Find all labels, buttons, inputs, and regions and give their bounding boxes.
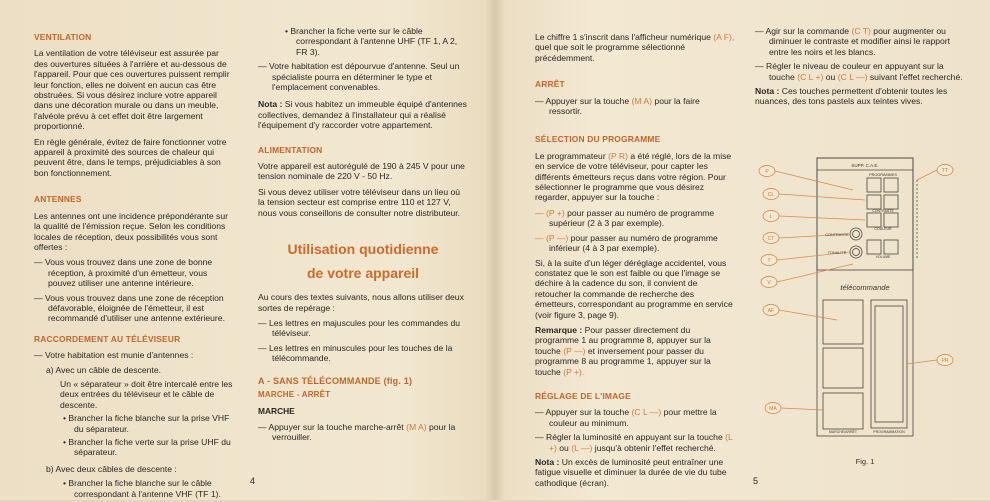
volume-label: VOLUME xyxy=(875,255,891,259)
couleur-dash-a: — Régler le niveau de couleur en appuyant sur la touche xyxy=(755,61,944,82)
utilisation-p1: Au cours des textes suivants, nous allons utiliser deux sortes de repérage : xyxy=(258,292,464,313)
contraste-dash-b: pour augmenter ou diminuer le contraste et modifier ainsi le rapport entre les noirs et les blancs. xyxy=(769,26,951,57)
svg-text:MA: MA xyxy=(769,405,777,412)
selection-key-pr: (P R) xyxy=(608,150,628,161)
left-page xyxy=(0,0,493,500)
arret-dash-b: pour la faire ressortir. xyxy=(549,95,700,117)
antennes-dash-2: — Vous vous trouvez dans une zone de réception défavorable, éloignée de l'émetteur, il est recommandé d'utiliser une antenne extérieure. xyxy=(34,292,225,324)
selection-dash-2: pour passer au numéro de programme inférieur (4 à 3 par exemple). xyxy=(549,232,718,254)
programmation-block xyxy=(871,300,907,428)
raccordement-dash-1: — Votre habitation est munie d'antennes : xyxy=(34,350,194,361)
selection-remark-a: Pour passer directement du programme 1 au programme 8, appuyer sur la touche xyxy=(535,324,711,356)
selection-p1-b: a été réglé, lors de la mise en service de votre téléviseur, pour capter les différents émetteurs reçus dans votre région. Pour sélectionner le programme que vous désirez regarder, appuyer sur la touche : xyxy=(535,150,732,203)
selection-remark-label: Remarque : xyxy=(535,324,583,335)
afficheur-text-a: Le chiffre 1 s'inscrit dans l'afficheur numérique xyxy=(535,32,714,42)
antennes-p1: Les antennes ont une incidence prépondérante sur la qualité de l'émission reçue. Selon les conditions locales de réception, deux possibilités vous sont offertes : xyxy=(34,210,228,252)
selection-dash-1: pour passer au numéro de programme supérieur (2 à 3 par exemple). xyxy=(549,207,715,229)
utilisation-dash-1: — Les lettres en majuscules pour les commandes du téléviseur. xyxy=(258,317,461,339)
contraste-left-label: CONTRASTE xyxy=(825,233,849,237)
button-block-mid xyxy=(823,348,863,388)
contraste-right-label: CONTRASTE xyxy=(872,209,894,213)
alimentation-p2: Si vous devez utiliser votre téléviseur dans un lieu où la tension secteur est comprise entre 110 et 127 V, nous vous conseillons de consulter notre distributeur. xyxy=(258,186,461,218)
couleur-label: COULEUR xyxy=(874,227,892,231)
page-number-left: 4 xyxy=(250,476,256,486)
antennes-dash-1: — Vous vous trouvez dans une zone de bonne réception, à proximité d'un émetteur, vous pouvez utiliser une antenne intérieure. xyxy=(34,257,213,289)
raccordement-b-bullet-2: • Brancher la fiche verte sur le câble correspondant à l'antenne UHF (TF 1, A 2, FR 3). xyxy=(285,26,458,57)
callout-ct xyxy=(763,233,779,244)
antennes-title: ANTENNES xyxy=(34,194,82,205)
marche-arret-subtitle: MARCHE - ARRÊT xyxy=(258,389,331,399)
figure-caption: Fig. 1 xyxy=(855,457,875,466)
reglage-key-l-minus: (L —) xyxy=(571,442,593,453)
couleur-note-label: Nota : xyxy=(755,86,780,97)
figure-tv-control-panel xyxy=(757,150,982,470)
afficheur-text-b: quel que soit le programme sélectionné précédemment. xyxy=(535,42,686,63)
svg-text:P: P xyxy=(765,168,769,175)
couleur-dash-mid: ou xyxy=(823,71,838,82)
reglage-dash-2-a: — Régler la luminosité en appuyant sur la touche xyxy=(535,432,726,443)
marche-arret-block xyxy=(823,393,863,429)
selection-remark-b: et inversement pour passer du programme 8 au programme 1, appuyer sur la touche xyxy=(535,345,711,377)
callout-tt xyxy=(937,165,953,176)
right-column-1 xyxy=(535,32,735,493)
raccordement-case-a: a) Avec un câble de descente. xyxy=(46,364,161,375)
contraste-key-ct: (C T) xyxy=(851,26,871,36)
raccordement-dash-2: — Votre habitation est dépourvue d'antenne. Seul un spécialiste pourra en déterminer le type et l'emplacement convenables. xyxy=(258,61,460,93)
callout-v xyxy=(761,277,777,288)
button-block-top xyxy=(823,300,863,344)
reglage-note-label: Nota : xyxy=(535,457,560,467)
marche-key-ma: (M A) xyxy=(406,421,427,432)
selection-title: SÉLECTION DU PROGRAMME xyxy=(535,134,661,145)
callout-cl xyxy=(763,189,779,200)
left-column-1 xyxy=(34,32,234,502)
callout-p xyxy=(759,166,775,177)
svg-text:CL: CL xyxy=(767,191,775,198)
marche-dash-a: — Appuyer sur la touche marche-arrêt xyxy=(258,421,407,432)
alimentation-p1: Votre appareil est autorégulé de 190 à 245 V pour une tension nominale de 220 V - 50 Hz. xyxy=(258,161,465,182)
svg-text:V: V xyxy=(767,279,771,286)
raccordement-note-label: Nota : xyxy=(258,99,283,110)
raccordement-a-bullet-2: • Brancher la fiche verte sur la prise UHF du séparateur. xyxy=(63,437,231,458)
panel-top-label: SUPP. C.A.E. xyxy=(851,163,879,168)
couleur-key-cl-plus: (C L +) xyxy=(797,71,824,82)
raccordement-b-bullet-1: • Brancher la fiche blanche sur le câble correspondant à l'antenne VHF (TF 1). xyxy=(63,478,221,499)
reglage-key-l-plus: (L +) xyxy=(549,432,733,453)
callout-l xyxy=(763,211,779,222)
sans-telecommande-title: A - SANS TÉLÉCOMMANDE (fig. 1) xyxy=(258,375,413,386)
callout-af xyxy=(763,305,779,316)
tonalite-label: TONALITÉ xyxy=(827,251,847,255)
utilisation-title-1: Utilisation quotidienne xyxy=(287,241,439,258)
ventilation-p1: La ventilation de votre téléviseur est assurée par des ouvertures situées à l'arrière et au-dessous de l'appareil. Pour que ces ouvertures puissent remplir leur fonction, elles ne doivent en aucun cas être obstruées. Si vous désirez inclure votre appareil dans une décoration murale ou dans un meuble, l'alvéole prévu à cet effet doit être largement proportionné. xyxy=(34,48,230,132)
callout-t xyxy=(761,255,777,266)
left-column-2 xyxy=(258,26,468,447)
couleur-dash-b: suivant l'effet recherché. xyxy=(867,71,963,82)
reglage-key-cl-minus: (C L —) xyxy=(631,407,662,418)
marche-arret-label: MARCHE/ARRÊT xyxy=(828,430,858,434)
raccordement-title: RACCORDEMENT AU TÉLÉVISEUR xyxy=(34,333,181,344)
selection-p1-a: Le programmateur xyxy=(535,150,609,161)
reglage-dash-2-b: jusqu'à obtenir l'effet recherché. xyxy=(592,442,716,453)
raccordement-note: Si vous habitez un immeuble équipé d'antennes collectives, demandez à l'installateur qui a réalisé l'équipement d'y raccorder votre appartement. xyxy=(258,99,467,131)
alimentation-title: ALIMENTATION xyxy=(258,144,323,155)
selection-key-p-plus: — (P +) xyxy=(535,207,565,218)
utilisation-title-2: de votre appareil xyxy=(306,265,420,282)
selection-key-p-minus: — (P —) xyxy=(535,232,569,243)
reglage-dash-2-mid: ou xyxy=(556,442,572,453)
reglage-note: Un excès de luminosité peut entraîner une fatigue visuelle et diminuer la durée de vie du tube cathodique (écran). xyxy=(535,457,727,488)
arret-dash-a: — Appuyer sur la touche xyxy=(535,95,632,106)
programmation-label: PROGRAMMATION xyxy=(873,430,905,434)
reglage-dash-1-a: — Appuyer sur la touche xyxy=(535,407,632,418)
ventilation-title: VENTILATION xyxy=(34,32,92,42)
svg-text:T: T xyxy=(767,257,771,264)
right-page xyxy=(497,0,990,500)
raccordement-case-b: b) Avec deux câbles de descente : xyxy=(46,463,177,474)
afficheur-key-af: (A F), xyxy=(713,32,735,42)
programmes-label: PROGRAMMES xyxy=(869,173,897,177)
svg-text:AF: AF xyxy=(767,307,775,314)
couleur-key-cl-minus: (C L —) xyxy=(837,71,868,82)
callout-ma xyxy=(765,403,781,414)
svg-text:CT: CT xyxy=(767,235,775,242)
svg-text:PR: PR xyxy=(941,357,949,364)
reglage-title: RÉGLAGE DE L'IMAGE xyxy=(535,390,631,401)
arret-title: ARRÊT xyxy=(535,79,565,90)
selection-remark-key-2: (P +). xyxy=(563,366,585,377)
ventilation-p2: En règle générale, évitez de faire fonctionner votre appareil à proximité des sources de chaleur qui peuvent être, dans le temps, préjudiciables à son bon fonctionnement. xyxy=(34,136,227,178)
raccordement-case-a-text: Un « séparateur » doit être intercalé entre les deux entrées du téléviseur et le câble de descente. xyxy=(60,378,233,410)
marche-heading: MARCHE xyxy=(258,406,295,417)
svg-text:TT: TT xyxy=(941,167,949,174)
selection-p2: Si, à la suite d'un léger déréglage accidentel, vous constatez que le son est faible ou que l'image se déchire à la cadence du son, il convient de retoucher la commande de recherche des émetteurs, correspondant au programme en service (voir figure 3, page 9). xyxy=(535,257,733,320)
reglage-dash-1-b: pour mettre la couleur au minimum. xyxy=(549,407,717,428)
callout-pr xyxy=(937,355,953,366)
right-column-2 xyxy=(755,26,967,112)
utilisation-dash-2: — Les lettres en minuscules pour les touches de la télécommande. xyxy=(258,342,453,364)
contraste-dash-a: — Agir sur la commande xyxy=(755,26,852,36)
telecommande-label: télécommande xyxy=(840,283,890,292)
selection-remark-key-1: (P —) xyxy=(563,345,586,356)
raccordement-a-bullet-1: • Brancher la fiche blanche sur la prise VHF du séparateur. xyxy=(63,413,230,434)
marche-dash-b: pour la verrouiller. xyxy=(272,421,456,443)
svg-text:L: L xyxy=(769,213,773,220)
arret-key-ma: (M A) xyxy=(631,95,653,106)
couleur-note: Ces touches permettent d'obtenir toutes les nuances, des tons pastels aux teintes vives. xyxy=(755,86,948,107)
page-number-right: 5 xyxy=(753,476,759,486)
